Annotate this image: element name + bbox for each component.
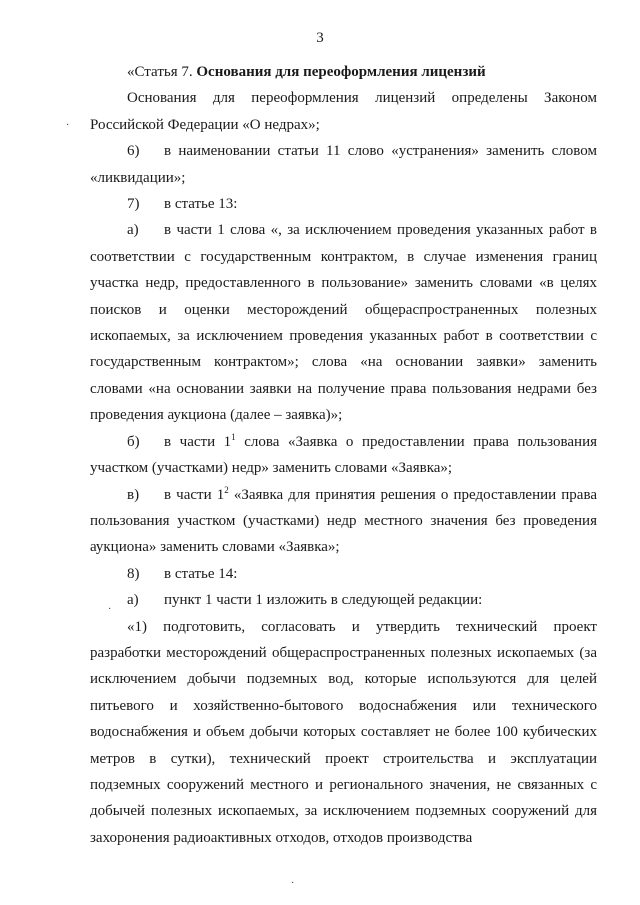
superscript: 1: [231, 431, 236, 442]
scan-speck: ·: [108, 604, 112, 615]
superscript: 2: [224, 484, 229, 495]
list-item-6: [90, 138, 597, 191]
list-item-7: [90, 191, 597, 217]
article-heading: [90, 59, 597, 85]
list-number: 7): [127, 196, 140, 213]
list-letter: в): [127, 486, 140, 503]
article-prefix: «Статья 7.: [127, 64, 197, 80]
list-text: слова «Заявка о предоставлении права пользования участком (участками) недр» заменить словами «Заявка»;: [90, 433, 598, 477]
list-item-8a: [90, 587, 597, 613]
page-number: 3: [316, 30, 324, 46]
list-number: 6): [127, 143, 140, 160]
list-text: «Заявка для принятия решения о предоставлении права пользования участком (участками) недр местного значения без проведения аукциона» заменить словами «Заявка»;: [90, 486, 597, 556]
document-body: [90, 59, 597, 851]
list-text: в статье 13:: [164, 196, 238, 213]
list-text: в наименовании статьи 11 слово «устранения» заменить словом «ликвидации»;: [90, 143, 597, 186]
list-text: в статье 14:: [164, 565, 238, 582]
list-letter: а): [127, 592, 139, 609]
list-text-pre: в части 1: [164, 433, 232, 450]
list-item-7b: [90, 429, 597, 482]
scan-speck: ·: [291, 878, 295, 889]
scan-speck: ·: [66, 120, 70, 131]
list-text-pre: в части 1: [164, 486, 225, 503]
paragraph-grounds: Основания для переоформления лицензий определены Законом Российской Федерации «О недрах»;: [90, 90, 597, 133]
list-item-8: [90, 561, 597, 587]
list-number: 8): [127, 565, 140, 582]
list-text: пункт 1 части 1 изложить в следующей редакции:: [164, 592, 483, 609]
article-title: Основания для переоформления лицензий: [196, 64, 486, 80]
list-letter: а): [127, 222, 139, 239]
list-letter: б): [127, 433, 140, 450]
quoted-paragraph: «1) подготовить, согласовать и утвердить технический проект разработки месторождений общераспространенных полезных ископаемых (за исключением добычи подземных вод, которые используются для целей питьевого и хозяйственно-бытового водоснабжения или технического водоснабжения и объем добычи которых составляет не более 100 кубических метров в сутки), технический проект строительства и эксплуатации подземных сооружений местного и регионального значения, не связанных с добычей полезных ископаемых, за исключением подземных сооружений для захоронения радиоактивных отходов, отходов производства: [90, 618, 597, 846]
list-item-7a: [90, 217, 597, 428]
list-item-7v: [90, 482, 597, 561]
list-text: в части 1 слова «, за исключением проведения указанных работ в соответствии с государственным контрактом, в случае изменения границ участка недр, предоставленного в пользование» заменить словами «в целях поисков и оценки месторождений общераспространенных полезных ископаемых, за исключением проведения указанных работ в соответствии с государственным контрактом»; слова «на основании заявки» заменить словами «на основании заявки на получение права пользования недрами без проведения аукциона (далее – заявка)»;: [90, 222, 597, 424]
